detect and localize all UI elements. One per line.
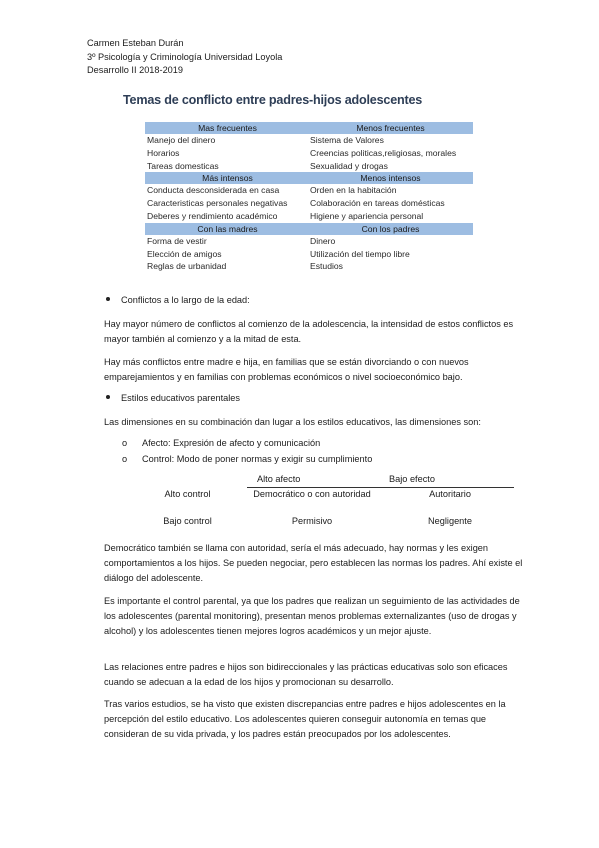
paragraph: Es importante el control parental, ya que los padres que realizan un seguimiento de las actividades de los adolescentes (parental monitoring), presentan menos problemas externalizantes (uso de drogas y alcohol) y los adolescentes tienen mejores logros académicos y un mejor ajuste. [104,596,520,637]
row-label-alto-control: Alto control [164,489,211,499]
list-item: Utilización del tiempo libre [310,248,410,259]
left-column [145,122,310,273]
author-name: Carmen Esteban Durán [87,38,184,48]
list-item: Deberes y rendimiento académico [147,210,278,221]
row-label-bajo-control: Bajo control [163,516,212,526]
paragraph: Las relaciones entre padres e hijos son bidireccionales y las prácticas educativas solo son eficaces cuando se adecuan a la edad de los hijos y promocionan su desarrollo. [104,662,508,688]
list-item: Conducta desconsiderada en casa [147,185,280,196]
cell-autoritario: Autoritario [429,489,471,499]
list-item: Orden en la habitación [310,185,397,196]
list-item: Sexualidad y drogas [310,160,388,171]
cell-democratico: Democrático o con autoridad [253,489,371,499]
figure-title: Temas de conflicto entre padres-hijos adolescentes [123,93,423,107]
list-item: Estudios [310,261,343,272]
paragraph: Hay más conflictos entre madre e hija, en familias que se están divorciando o con nuevos emparejamientos y en familias con problemas económicos o nivel socioeconómico bajo. [104,357,469,383]
sub-bullet-marker: o [122,438,128,448]
col-header-alto-afecto: Alto afecto [257,474,301,484]
band-con-las-madres: Con las madres [145,223,310,235]
course-line: 3º Psicología y Criminología Universidad Loyola [87,51,283,62]
paragraph: Las dimensiones en su combinación dan lugar a los estilos educativos, las dimensiones son: [104,417,481,427]
sub-item-text: Afecto: Expresión de afecto y comunicación [142,438,321,448]
paragraph: Hay mayor número de conflictos al comienzo de la adolescencia, la intensidad de estos conflictos es mayor también al comienzo y a la mitad de esta. [104,319,514,345]
list-item: Sistema de Valores [310,135,384,145]
list-item: Higiene y apariencia personal [310,210,424,221]
cell-permisivo: Permisivo [291,516,333,526]
sub-item-afecto [122,436,320,450]
subject-line: Desarrollo II 2018-2019 [87,65,184,75]
paragraph: Tras varios estudios, se ha visto que existen discrepancias entre padres e hijos adolescentes en la percepción del estilo educativo. Los adolescentes quieren conseguir autonomía en temas que consideran de su vida privada, y los padres están preocupados por los adolescentes. [104,699,506,740]
band-menos-frecuentes: Menos frecuentes [308,122,473,134]
list-item: Colaboración en tareas domésticas [310,198,445,209]
band-mas-frecuentes: Mas frecuentes [145,122,310,134]
list-item: Elección de amigos [147,248,222,259]
sub-item-control [122,452,372,466]
list-item: Dinero [310,235,336,246]
sub-item-text: Control: Modo de poner normas y exigir su cumplimiento [142,454,373,464]
list-item: Reglas de urbanidad [147,261,227,272]
document-header [87,37,282,78]
bullet-estilos [104,391,240,405]
list-item: Tareas domesticas [147,160,219,171]
list-item: Manejo del dinero [147,135,216,145]
conflict-topics-figure [123,93,473,272]
paragraph: Democrático también se llama con autoridad, sería el más adecuado, hay normas y les exigen comportamientos a los hijos. Se pueden negociar, pero establecen las normas los padres. Ahí existe el diálogo del adolescente. [104,543,523,584]
band-con-los-padres: Con los padres [308,223,473,235]
list-item: Creencias politicas,religiosas, morales [310,147,457,158]
col-header-bajo-efecto: Bajo efecto [389,474,435,484]
right-column [308,122,473,273]
list-item: Forma de vestir [147,235,207,246]
bullet-text: Conflictos a lo largo de la edad: [121,295,250,305]
list-item: Horarios [147,147,180,158]
bullet-text: Estilos educativos parentales [121,393,240,403]
bullet-conflictos [104,293,250,307]
band-mas-intensos: Más intensos [145,172,310,184]
bullet-icon [106,297,110,301]
sub-bullet-marker: o [122,454,128,464]
list-item: Caracteristicas personales negativas [147,198,288,209]
band-menos-intensos: Menos intensos [308,172,473,184]
cell-negligente: Negligente [428,516,472,526]
bullet-icon [106,395,110,399]
